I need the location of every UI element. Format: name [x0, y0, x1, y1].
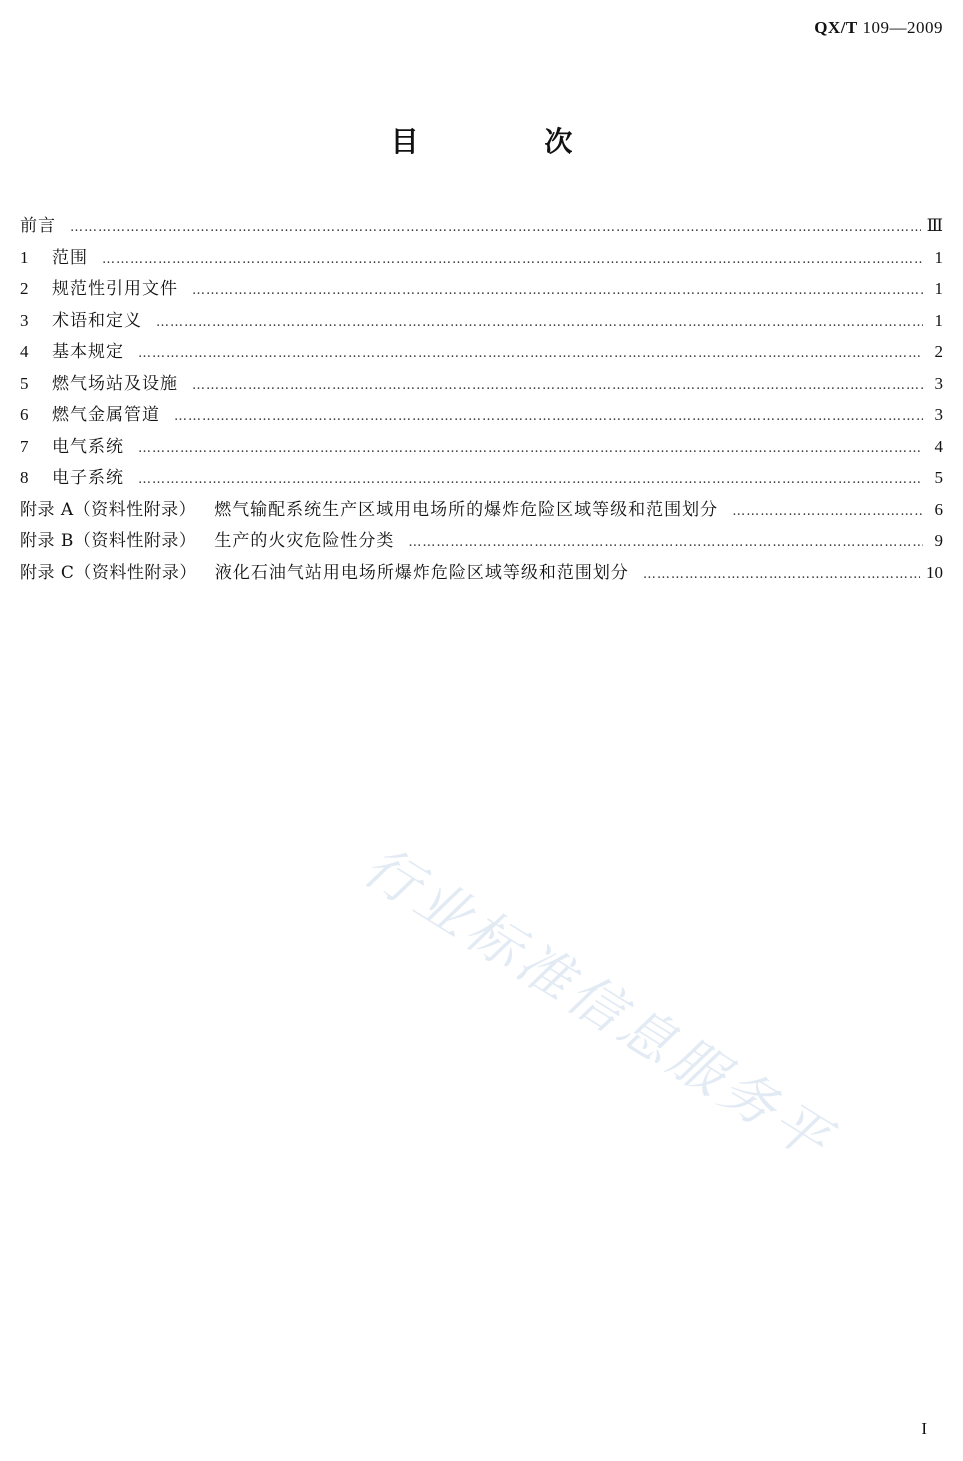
toc-page-number: 1 — [934, 247, 943, 267]
toc-leader-dots — [643, 567, 920, 582]
toc-entry-3[interactable] — [20, 306, 943, 338]
toc-entry-4[interactable] — [20, 337, 943, 369]
toc-entry-6[interactable] — [20, 400, 943, 432]
toc-page-number: 3 — [934, 405, 943, 424]
toc-label: 术语和定义 — [52, 310, 142, 331]
standard-code — [814, 18, 943, 38]
watermark-text: 行业标准信息服务平 — [352, 834, 845, 1174]
toc-leader-dots — [192, 378, 923, 393]
table-of-contents — [20, 211, 943, 589]
standard-number: 109—2009 — [862, 18, 943, 37]
toc-entry-5[interactable] — [20, 369, 943, 401]
toc-page-number: 2 — [934, 342, 943, 361]
toc-section-number: 8 — [20, 468, 29, 487]
toc-page-number: 4 — [934, 436, 943, 456]
toc-page-number: Ⅲ — [926, 216, 943, 235]
toc-label: 燃气金属管道 — [52, 405, 160, 425]
toc-label: 范围 — [52, 247, 88, 268]
toc-section-number: 5 — [20, 373, 29, 393]
appendix-prefix: 附录 A（资料性附录） — [20, 499, 197, 520]
toc-page-number: 9 — [934, 531, 943, 550]
toc-label: 液化石油气站用电场所爆炸危险区域等级和范围划分 — [214, 562, 629, 583]
toc-section-number: 6 — [20, 405, 29, 424]
toc-page-number: 5 — [934, 468, 943, 487]
toc-entry-8[interactable] — [20, 463, 943, 495]
toc-section-number: 7 — [20, 436, 29, 456]
appendix-prefix: 附录 C（资料性附录） — [20, 562, 197, 583]
toc-entry-foreword[interactable] — [20, 211, 943, 243]
toc-entry-1[interactable] — [20, 243, 943, 275]
toc-label: 基本规定 — [52, 342, 124, 362]
appendix-prefix: 附录 B（资料性附录） — [20, 531, 197, 551]
toc-entry-appendix-c[interactable] — [20, 558, 943, 590]
toc-section-number: 3 — [20, 310, 29, 330]
toc-leader-dots — [138, 346, 923, 361]
toc-label: 生产的火灾危险性分类 — [214, 531, 395, 551]
toc-label: 电气系统 — [52, 436, 124, 457]
toc-page-number: 3 — [934, 373, 943, 393]
toc-section-number: 4 — [20, 342, 29, 361]
toc-page-number: 1 — [934, 310, 943, 330]
footer-page-number: I — [921, 1419, 927, 1438]
toc-page-number: 6 — [934, 499, 943, 519]
toc-page-number: 10 — [926, 562, 943, 582]
toc-leader-dots — [408, 535, 923, 550]
toc-label: 规范性引用文件 — [52, 279, 178, 299]
toc-label: 电子系统 — [52, 468, 124, 488]
toc-label: 燃气场站及设施 — [52, 373, 178, 394]
toc-entry-7[interactable] — [20, 432, 943, 464]
toc-leader-dots — [192, 283, 923, 298]
toc-entry-appendix-a[interactable] — [20, 495, 943, 527]
toc-leader-dots — [70, 220, 921, 235]
toc-section-number: 2 — [20, 279, 29, 298]
toc-leader-dots — [732, 504, 923, 519]
toc-label: 燃气输配系统生产区域用电场所的爆炸危险区域等级和范围划分 — [214, 499, 719, 520]
toc-leader-dots — [138, 472, 923, 487]
toc-leader-dots — [156, 315, 923, 330]
toc-leader-dots — [102, 252, 923, 267]
toc-entry-2[interactable] — [20, 274, 943, 306]
toc-section-number: 1 — [20, 247, 29, 267]
toc-label: 前言 — [20, 216, 56, 236]
toc-leader-dots — [138, 441, 923, 456]
standard-prefix: QX/T — [814, 18, 858, 37]
toc-leader-dots — [174, 409, 923, 424]
toc-entry-appendix-b[interactable] — [20, 526, 943, 558]
page-title: 目 次 — [390, 125, 631, 158]
toc-page-number: 1 — [934, 279, 943, 298]
